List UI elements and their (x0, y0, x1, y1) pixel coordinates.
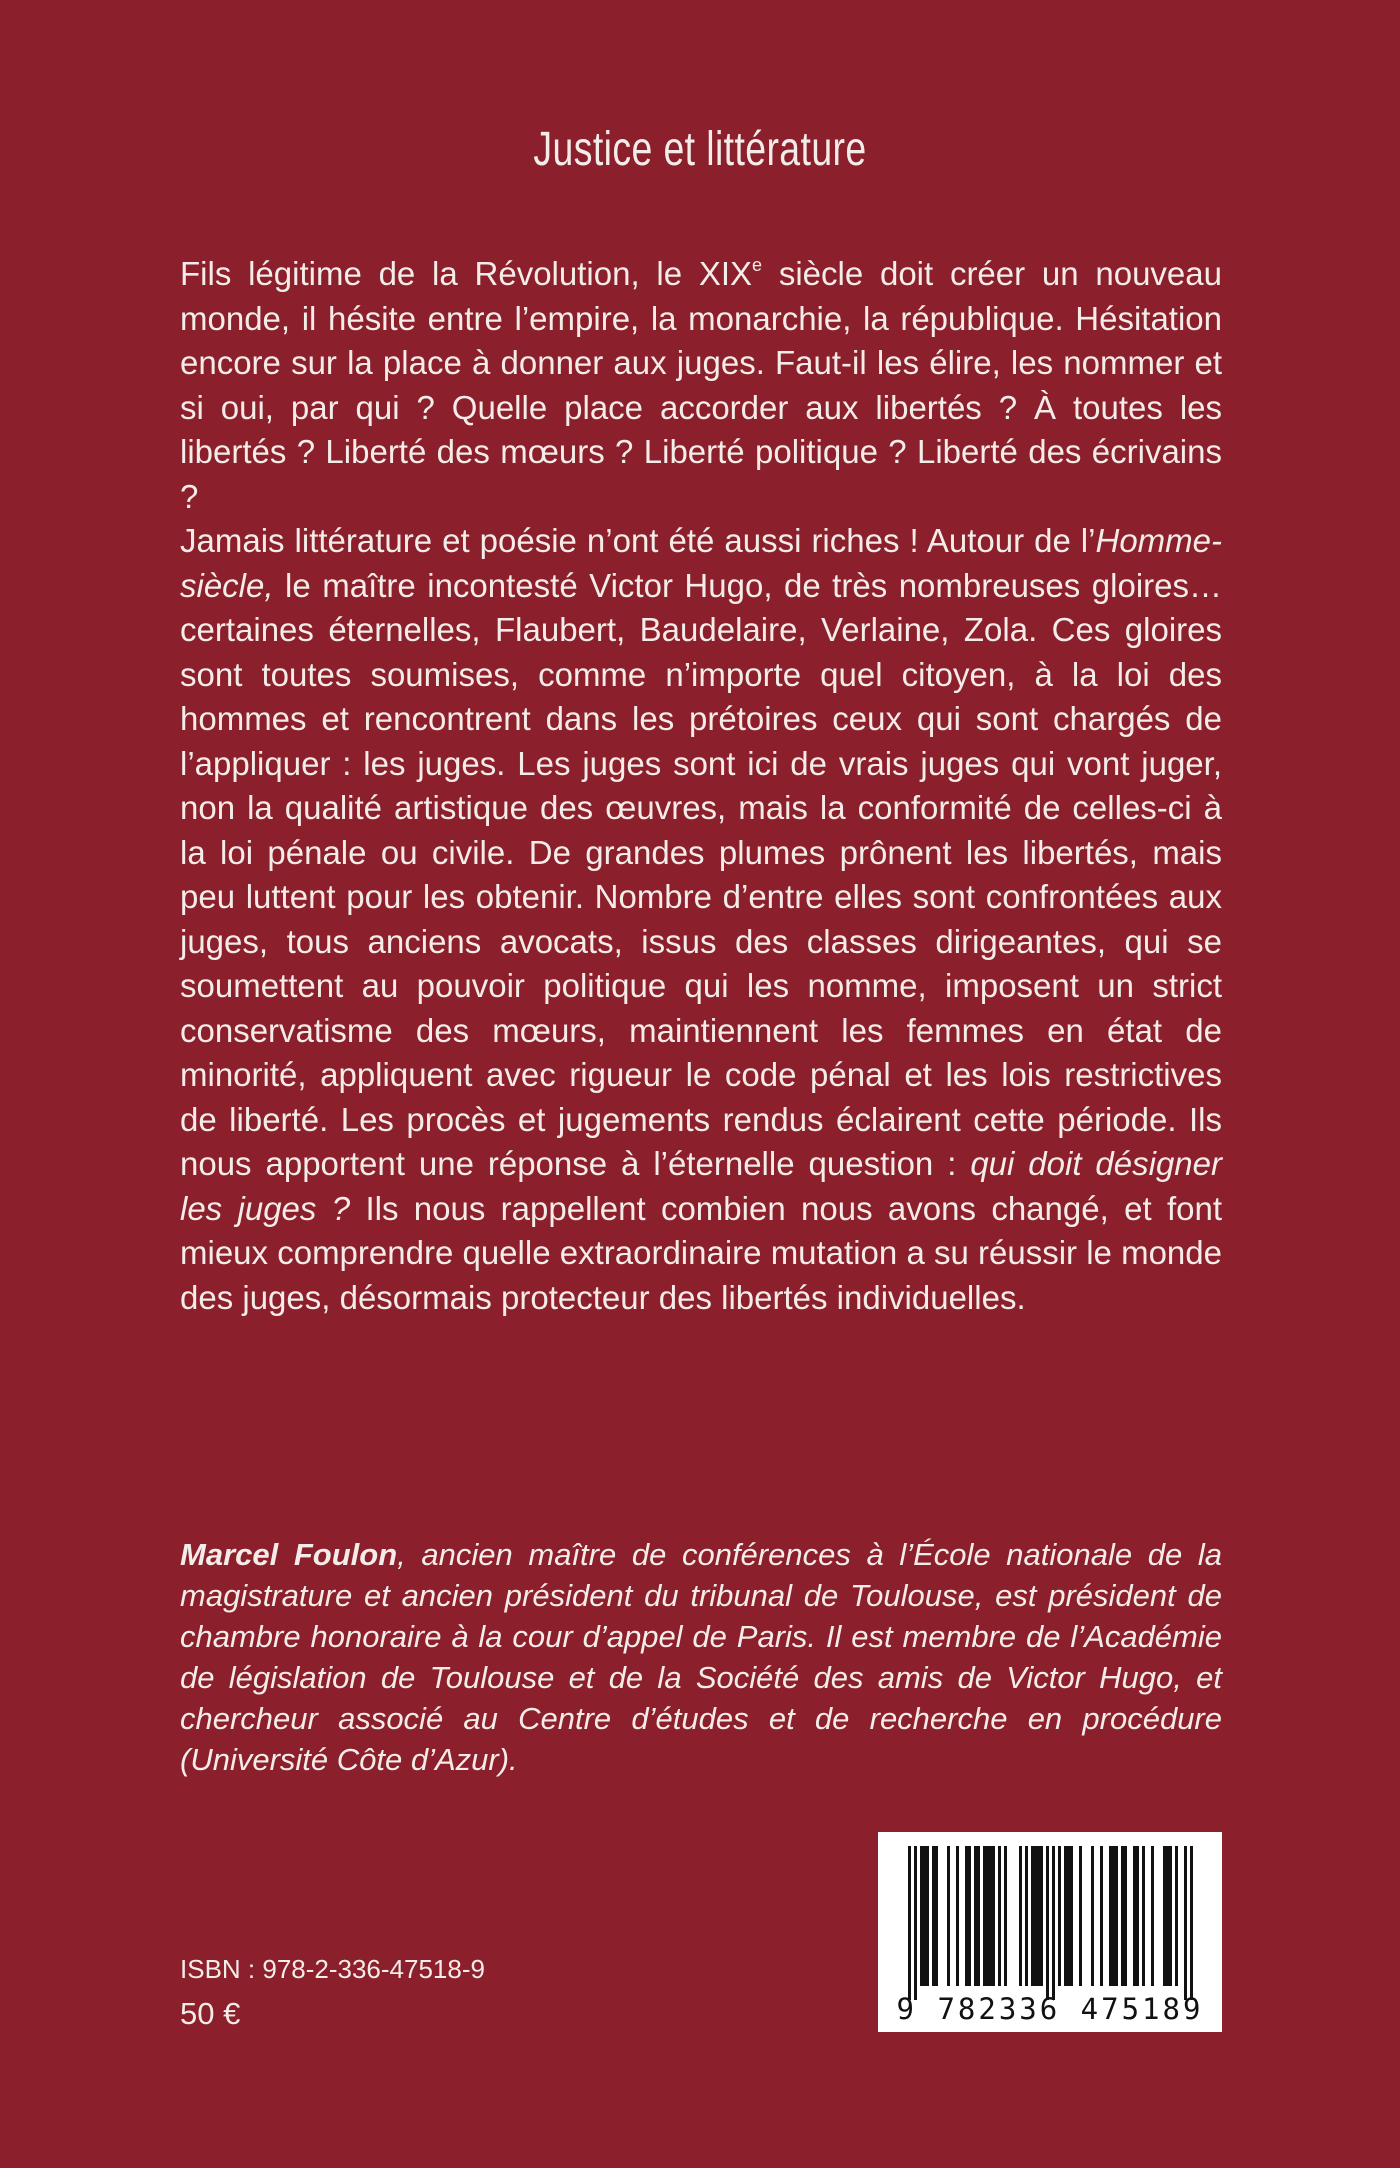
barcode-bar (1112, 1846, 1115, 1986)
barcode-bar (986, 1846, 989, 1986)
barcode-bar (956, 1846, 959, 1986)
price: 50 € (180, 1996, 241, 2031)
barcode-bar (1151, 1846, 1154, 1986)
barcode (878, 1832, 1222, 2032)
barcode-bar (1133, 1846, 1136, 1986)
barcode-bar (983, 1846, 986, 1986)
barcode-bar (1190, 1846, 1193, 2000)
barcode-bar (1004, 1846, 1007, 1986)
barcode-bar (1019, 1846, 1022, 1986)
barcode-bar (935, 1846, 938, 1986)
barcode-bar (1067, 1846, 1070, 1986)
barcode-bar (1052, 1846, 1055, 2000)
barcode-bar (1079, 1846, 1082, 1986)
barcode-bar (974, 1846, 977, 1986)
barcode-bar (1142, 1846, 1145, 1986)
barcode-bar (989, 1846, 992, 1986)
barcode-bar (1163, 1846, 1166, 1986)
barcode-bar (1124, 1846, 1127, 1986)
barcode-bar (1058, 1846, 1061, 1986)
barcode-bar (1166, 1846, 1169, 1986)
barcode-bar (992, 1846, 995, 1986)
barcode-bar (977, 1846, 980, 1986)
barcode-bar (932, 1846, 935, 1986)
barcode-bar (968, 1846, 971, 1986)
barcode-bar (1046, 1846, 1049, 2000)
barcode-bar (1175, 1846, 1178, 1986)
barcode-bar (1184, 1846, 1187, 2000)
barcode-bar (908, 1846, 911, 2000)
barcode-bar (914, 1846, 917, 2000)
author-name: Marcel Foulon (180, 1537, 398, 1572)
barcode-bar (1025, 1846, 1028, 1986)
isbn: ISBN : 978-2-336-47518-9 (180, 1954, 485, 1984)
barcode-bar (920, 1846, 923, 1986)
barcode-bar (1100, 1846, 1103, 1986)
barcode-bar (1034, 1846, 1037, 1986)
barcode-bar (1040, 1846, 1043, 1986)
barcode-bar (1064, 1846, 1067, 1986)
barcode-bar (965, 1846, 968, 1986)
barcode-bar (1121, 1846, 1124, 1986)
barcode-bar (1070, 1846, 1073, 1986)
barcode-bar (1115, 1846, 1118, 1986)
synopsis-paragraph-1: Fils légitime de la Révolution, le XIXe siècle doit créer un nouveau monde, il hésite entre l’empire, la monarchie, la république. Hésitation encore sur la place à donner aux juges. Faut-il les élire, les nommer et si oui, par qui ? Quelle place accorder aux libertés ? À toutes les libertés ? Liberté des mœurs ? Liberté politique ? Liberté des écrivains ? (180, 255, 1222, 515)
barcode-bar (947, 1846, 950, 1986)
barcode-bar (1091, 1846, 1094, 1986)
book-title: Justice et littérature (533, 123, 867, 176)
barcode-bar (1031, 1846, 1034, 1986)
barcode-bar (1136, 1846, 1139, 1986)
barcode-bar (1037, 1846, 1040, 1986)
barcode-bar (1169, 1846, 1172, 1986)
synopsis (180, 252, 1222, 1320)
barcode-bar (926, 1846, 929, 1986)
barcode-bar (998, 1846, 1001, 1986)
author-bio: Marcel Foulon, ancien maître de conférences à l’École nationale de la magistrature et ancien président du tribunal de Toulouse, est président de chambre honoraire à la cour d’appel de Paris. Il est membre de l’Académie de législation de Toulouse et de la Société des amis de Victor Hugo, et chercheur associé au Centre d’études et de recherche en procédure (Université Côte d’Azur). (180, 1537, 1222, 1777)
barcode-bar (923, 1846, 926, 1986)
barcode-digits: 9 782336 475189 (896, 1992, 1204, 2026)
synopsis-paragraph-2: Jamais littérature et poésie n’ont été aussi riches ! Autour de l’Homme-siècle, le maître incontesté Victor Hugo, de très nombreuses gloires… certaines éternelles, Flaubert, Baudelaire, Verlaine, Zola. Ces gloires sont toutes soumises, comme n’importe quel citoyen, à la loi des hommes et rencontrent dans les prétoires ceux qui sont chargés de l’appliquer : les juges. Les juges sont ici de vrais juges qui vont juger, non la qualité artistique des œuvres, mais la conformité de celles-ci à la loi pénale ou civile. De grandes plumes prônent les libertés, mais peu luttent pour les obtenir. Nombre d’entre elles sont confrontées aux juges, tous anciens avocats, issus des classes dirigeantes, qui se soumettent au pouvoir politique qui les nomme, imposent un strict conservatisme des mœurs, maintiennent les femmes en état de minorité, appliquent avec rigueur le code pénal et les lois restrictives de liberté. Les procès et jugements rendus éclairent cette période. Ils nous apportent une réponse à l’éternelle question : qui doit désigner les juges ? Ils nous rappellent combien nous avons changé, et font mieux comprendre quelle extraordinaire mutation a su réussir le monde des juges, désormais protecteur des libertés individuelles. (180, 522, 1223, 1316)
barcode-bar (1109, 1846, 1112, 1986)
